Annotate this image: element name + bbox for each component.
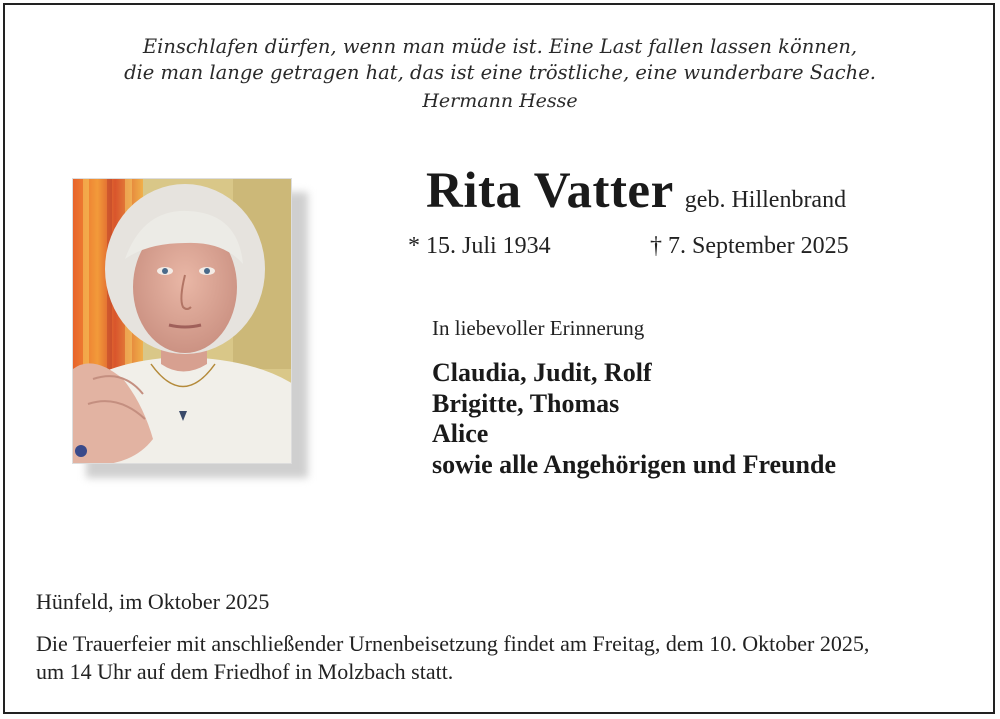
birth-name: geb. Hillenbrand bbox=[684, 187, 847, 213]
quote-author: Hermann Hesse bbox=[422, 90, 578, 112]
deceased-name: Rita Vatter bbox=[426, 163, 674, 219]
death-date: † 7. September 2025 bbox=[650, 233, 849, 259]
quote-text bbox=[0, 34, 1000, 86]
place-date: Hünfeld, im Oktober 2025 bbox=[36, 589, 270, 614]
mourners-list bbox=[432, 358, 836, 480]
deceased-name-line bbox=[426, 162, 846, 220]
mourner-line: Alice bbox=[432, 419, 489, 448]
portrait-illustration bbox=[73, 179, 292, 464]
quote-line-1: Einschlafen dürfen, wenn man müde ist. Eine Last fallen lassen können, bbox=[142, 35, 858, 58]
ceremony-info bbox=[36, 630, 976, 686]
ceremony-line-1: Die Trauerfeier mit anschließender Urnenbeisetzung findet am Freitag, dem 10. Oktober 2025, bbox=[36, 631, 870, 656]
birth-date: * 15. Juli 1934 bbox=[408, 233, 551, 259]
mourner-line: sowie alle Angehörigen und Freunde bbox=[432, 449, 837, 479]
ceremony-line-2: um 14 Uhr auf dem Friedhof in Molzbach statt. bbox=[36, 659, 454, 684]
mourner-line: Brigitte, Thomas bbox=[432, 388, 620, 418]
mourner-line: Claudia, Judit, Rolf bbox=[432, 358, 652, 387]
portrait-photo bbox=[72, 178, 292, 464]
quote-line-2: die man lange getragen hat, das ist eine tröstliche, eine wunderbare Sache. bbox=[124, 61, 876, 84]
memory-intro: In liebevoller Erinnerung bbox=[432, 316, 645, 340]
